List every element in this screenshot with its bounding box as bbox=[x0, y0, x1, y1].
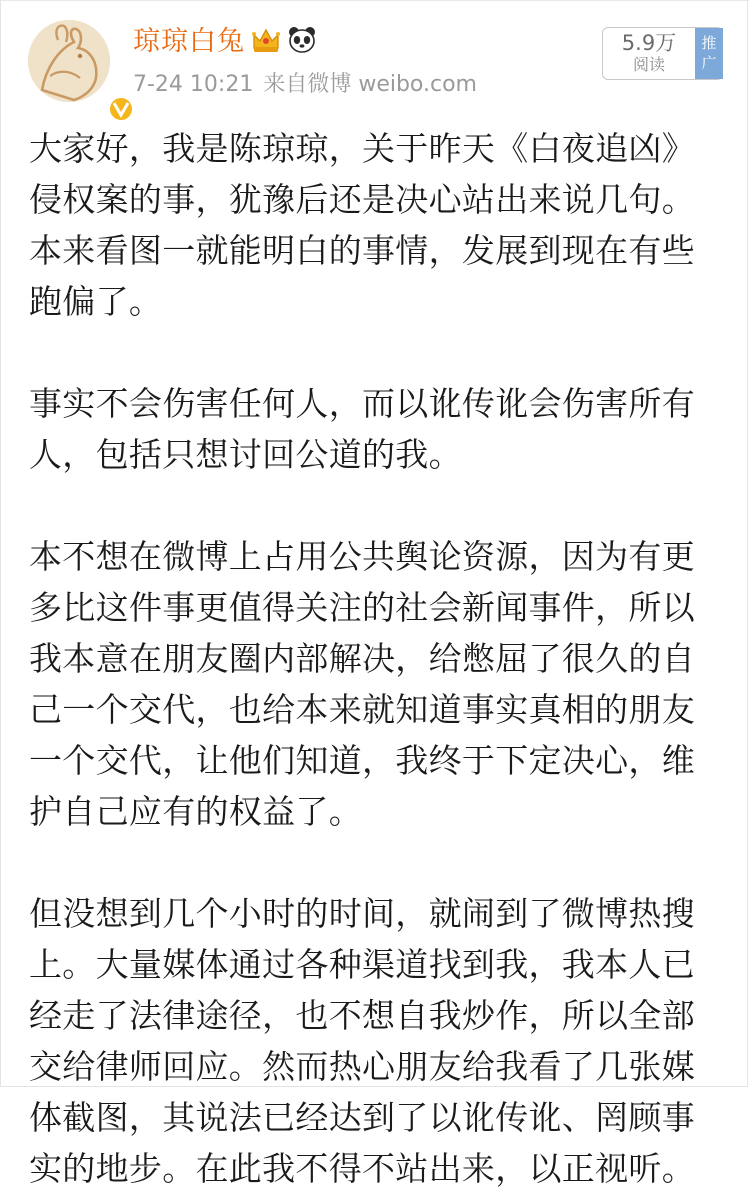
text-line: 本来看图一就能明白的事情，发展到现在有些 bbox=[29, 231, 695, 270]
text-line: 多比这件事更值得关注的社会新闻事件，所以 bbox=[29, 588, 695, 627]
author-row bbox=[133, 22, 317, 62]
post-meta bbox=[133, 70, 477, 100]
text-line: 实的地步。在此我不得不站出来，以正视听。 bbox=[29, 1149, 695, 1188]
text-line: 上。大量媒体通过各种渠道找到我，我本人已 bbox=[29, 945, 695, 984]
text-line: 但没想到几个小时的时间，就闹到了微博热搜 bbox=[29, 894, 695, 933]
promote-label-2: 广 bbox=[701, 54, 717, 72]
read-count bbox=[603, 28, 695, 79]
promote-label-1: 推 bbox=[701, 34, 717, 52]
text-line: 本不想在微博上占用公共舆论资源，因为有更 bbox=[29, 537, 695, 576]
text-line: 经走了法律途径，也不想自我炒作，所以全部 bbox=[29, 996, 695, 1035]
text-line: 体截图，其说法已经达到了以讹传讹、罔顾事 bbox=[29, 1098, 695, 1137]
paragraph bbox=[29, 378, 729, 480]
verified-badge-icon bbox=[108, 96, 134, 122]
paragraph bbox=[29, 531, 729, 837]
paragraph-gap bbox=[29, 480, 729, 531]
rabbit-avatar-icon bbox=[28, 20, 110, 102]
text-line: 侵权案的事，犹豫后还是决心站出来说几句。 bbox=[29, 180, 695, 219]
text-line: 一个交代，让他们知道，我终于下定决心，维 bbox=[29, 741, 695, 780]
read-count-value: 5.9万 bbox=[621, 31, 677, 55]
paragraph bbox=[29, 123, 729, 327]
text-line: 己一个交代，也给本来就知道事实真相的朋友 bbox=[29, 690, 695, 729]
top-divider bbox=[1, 0, 749, 1]
crown-icon[interactable] bbox=[251, 26, 281, 58]
text-line: 人，包括只想讨回公道的我。 bbox=[29, 435, 462, 474]
avatar[interactable] bbox=[28, 20, 110, 102]
text-line: 交给律师回应。然而热心朋友给我看了几张媒 bbox=[29, 1047, 695, 1086]
text-line: 我本意在朋友圈内部解决，给憋屈了很久的自 bbox=[29, 639, 695, 678]
paragraph-gap bbox=[29, 327, 729, 378]
author-name[interactable]: 琼琼白兔 bbox=[133, 26, 245, 57]
promote-button[interactable] bbox=[695, 28, 723, 79]
text-line: 护自己应有的权益了。 bbox=[29, 792, 362, 831]
text-line: 事实不会伤害任何人，而以讹传讹会伤害所有 bbox=[29, 384, 695, 423]
text-line: 大家好，我是陈琼琼，关于昨天《白夜追凶》 bbox=[29, 129, 695, 168]
text-line: 跑偏了。 bbox=[29, 282, 163, 321]
post-time[interactable]: 7-24 10:21 bbox=[133, 72, 254, 97]
post-body bbox=[29, 123, 729, 1194]
paragraph bbox=[29, 888, 729, 1194]
post-source[interactable]: 来自微博 weibo.com bbox=[263, 72, 477, 97]
paragraph-gap bbox=[29, 837, 729, 888]
panda-icon[interactable] bbox=[287, 26, 317, 58]
read-count-promote-widget[interactable] bbox=[602, 27, 723, 80]
read-count-label: 阅读 bbox=[632, 55, 665, 74]
